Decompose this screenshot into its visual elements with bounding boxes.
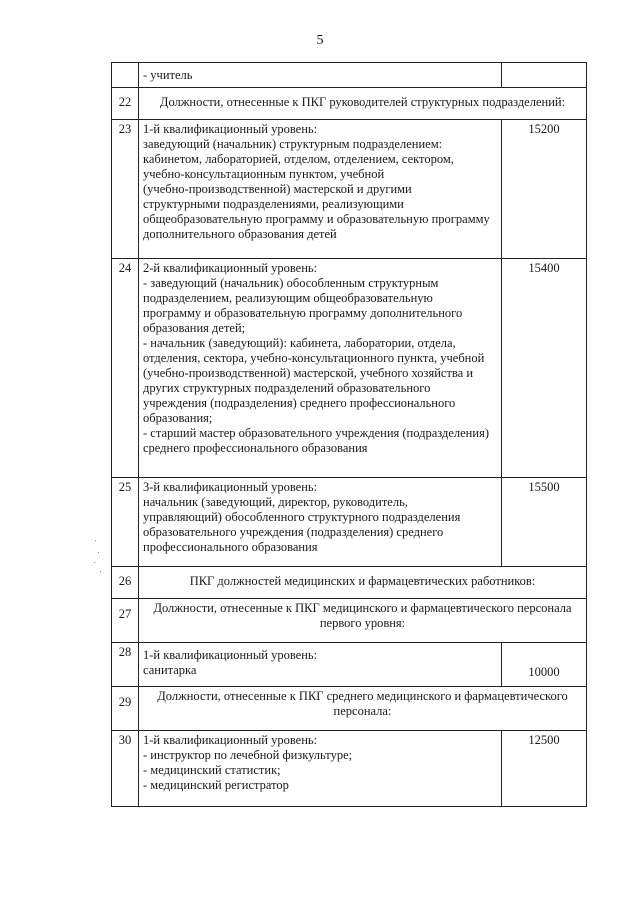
row-line: 1-й квалификационный уровень:	[143, 648, 318, 662]
row-line: отделения, сектора, учебно-консультационного пункта, учебной	[143, 351, 485, 365]
row-number: 24	[112, 259, 139, 478]
row-text	[139, 731, 502, 807]
row-line: - старший мастер образовательного учреждения (подразделения)	[143, 426, 489, 440]
header-line: Должности, отнесенные к ПКГ медицинского и фармацевтического персонала	[153, 601, 572, 615]
table-row	[112, 88, 587, 120]
row-number: 22	[112, 88, 139, 120]
page-number: 5	[316, 33, 324, 48]
table-row	[112, 259, 587, 478]
row-number: 23	[112, 120, 139, 259]
table-row	[112, 120, 587, 259]
section-header	[139, 599, 587, 643]
row-line: (учебно-производственной) мастерской и другими	[143, 182, 412, 196]
row-number: 25	[112, 478, 139, 567]
row-line: общеобразовательную программу и образовательную программу	[143, 212, 490, 226]
row-line: заведующий (начальник) структурным подразделением:	[143, 137, 443, 151]
row-line: кабинетом, лабораторией, отделом, отделением, сектором,	[143, 152, 454, 166]
row-value: 15200	[502, 120, 587, 259]
table-row	[112, 478, 587, 567]
row-line: начальник (заведующий, директор, руководитель,	[143, 495, 408, 509]
row-line: 3-й квалификационный уровень:	[143, 480, 318, 494]
row-line: управляющий) обособленного структурного подразделения	[143, 510, 461, 524]
header-line: персонала:	[333, 704, 392, 718]
header-line: Должности, отнесенные к ПКГ среднего медицинского и фармацевтического	[157, 689, 568, 703]
row-text: - учитель	[139, 63, 502, 88]
row-line: (учебно-производственной) мастерской, учебного хозяйства и	[143, 366, 474, 380]
table-row	[112, 567, 587, 599]
row-value: 10000	[502, 643, 587, 687]
row-value: 15500	[502, 478, 587, 567]
row-line: 1-й квалификационный уровень:	[143, 122, 318, 136]
row-text	[139, 259, 502, 478]
row-text	[139, 478, 502, 567]
row-line: - инструктор по лечебной физкультуре;	[143, 748, 353, 762]
row-text	[139, 120, 502, 259]
row-line: образования детей;	[143, 321, 246, 335]
row-line: 1-й квалификационный уровень:	[143, 733, 318, 747]
table-row	[112, 63, 587, 88]
row-line: программу и образовательную программу дополнительного	[143, 306, 463, 320]
row-line: - медицинский статистик;	[143, 763, 281, 777]
row-line: - заведующий (начальник) обособленным структурным	[143, 276, 439, 290]
header-line: первого уровня:	[319, 616, 406, 630]
row-number: 28	[112, 643, 139, 687]
row-number: 29	[112, 687, 139, 731]
row-value: 15400	[502, 259, 587, 478]
row-line: 2-й квалификационный уровень:	[143, 261, 318, 275]
row-line: - медицинский регистратор	[143, 778, 289, 792]
row-number: 30	[112, 731, 139, 807]
row-line: профессионального образования	[143, 540, 318, 554]
scan-specks	[92, 538, 104, 574]
row-number	[112, 63, 139, 88]
row-line: образовательного учреждения (подразделения) среднего	[143, 525, 444, 539]
row-line: дополнительного образования детей	[143, 227, 337, 241]
row-line: других структурных подразделений образовательного	[143, 381, 431, 395]
table-row	[112, 687, 587, 731]
row-line: санитарка	[143, 663, 197, 677]
row-number: 27	[112, 599, 139, 643]
row-line: - начальник (заведующий): кабинета, лаборатории, отдела,	[143, 336, 456, 350]
table-row	[112, 599, 587, 643]
table-row	[112, 731, 587, 807]
table-row	[112, 643, 587, 687]
row-line: учреждения (подразделения) среднего профессионального	[143, 396, 456, 410]
row-line: структурными подразделениями, реализующими	[143, 197, 404, 211]
section-header: ПКГ должностей медицинских и фармацевтических работников:	[139, 567, 587, 599]
section-header: Должности, отнесенные к ПКГ руководителей структурных подразделений:	[139, 88, 587, 120]
row-line: подразделением, реализующим общеобразовательную	[143, 291, 433, 305]
row-value: 12500	[502, 731, 587, 807]
row-line: образования;	[143, 411, 213, 425]
row-line: среднего профессионального образования	[143, 441, 368, 455]
row-value	[502, 63, 587, 88]
row-text	[139, 643, 502, 687]
row-line: учебно-консультационным пунктом, учебной	[143, 167, 385, 181]
salary-table	[111, 62, 587, 807]
section-header	[139, 687, 587, 731]
row-number: 26	[112, 567, 139, 599]
